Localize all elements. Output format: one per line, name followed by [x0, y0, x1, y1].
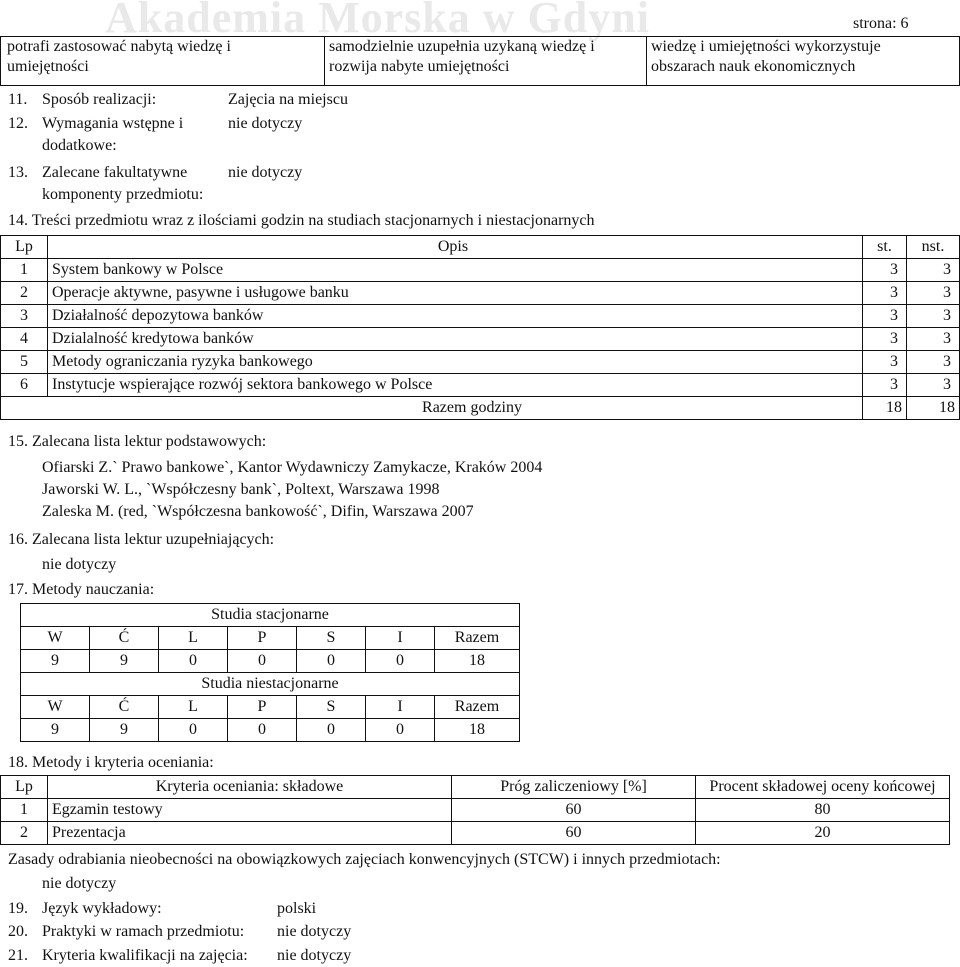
- sec11-value: Zajęcia na miejscu: [228, 91, 348, 108]
- header-prog: Próg zaliczeniowy [%]: [452, 776, 696, 799]
- teaching-methods-table: [20, 603, 520, 742]
- col-p: P: [228, 627, 297, 650]
- outcome-3-line-1: wiedzę i umiejętności wykorzystuje: [651, 38, 881, 55]
- row-prog: 60: [452, 799, 696, 822]
- content-hours-table: [0, 235, 960, 420]
- sec18-title: 18. Metody i kryteria oceniania:: [8, 754, 214, 771]
- row-lp: 6: [1, 374, 48, 397]
- sec19-value: polski: [277, 900, 317, 917]
- row-opis: Metody ograniczania ryzyka bankowego: [48, 351, 863, 374]
- sec21-label: Kryteria kwalifikacji na zajęcia:: [42, 947, 248, 964]
- absence-rules: Zasady odrabiania nieobecności na obowiązkowych zajęciach konwencyjnych (STCW) i innych przedmiotach:: [8, 851, 721, 868]
- row-st: 3: [863, 374, 907, 397]
- reading-item: Zaleska M. (red, `Współczesna bankowość`, Difin, Warszawa 2007: [42, 503, 474, 520]
- row-nst: 3: [907, 305, 960, 328]
- row-st: 3: [863, 328, 907, 351]
- reading-item: Jaworski W. L., `Współczesny bank`, Poltext, Warszawa 1998: [42, 481, 440, 498]
- sec14-title: 14. Treści przedmiotu wraz z ilościami godzin na studiach stacjonarnych i niestacjonarnych: [8, 212, 595, 229]
- nonstationary-values-row: [21, 719, 520, 742]
- row-opis: System bankowy w Polsce: [48, 259, 863, 282]
- sec15-title: 15. Zalecana lista lektur podstawowych:: [8, 433, 267, 450]
- row-opis: Dzialalność kredytowa banków: [48, 328, 863, 351]
- table-row: [1, 822, 950, 845]
- header-kryteria: Kryteria oceniania: składowe: [48, 776, 452, 799]
- nonstationary-header-row: [21, 696, 520, 719]
- row-procent: 80: [696, 799, 950, 822]
- value-cell: 0: [228, 650, 297, 673]
- row-name: Egzamin testowy: [48, 799, 452, 822]
- value-cell: 0: [366, 650, 435, 673]
- value-cell: 0: [228, 719, 297, 742]
- header-lp: Lp: [1, 236, 48, 259]
- row-nst: 3: [907, 374, 960, 397]
- row-st: 3: [863, 305, 907, 328]
- value-cell: 0: [159, 650, 228, 673]
- col-s: S: [297, 696, 366, 719]
- sec12-value: nie dotyczy: [228, 115, 303, 132]
- absence-rules-value: nie dotyczy: [42, 875, 117, 892]
- stationary-title: Studia stacjonarne: [21, 604, 520, 627]
- value-cell: 9: [21, 650, 90, 673]
- sec12-num: 12.: [8, 115, 28, 132]
- col-c: Ć: [90, 696, 159, 719]
- row-opis: Działalność depozytowa banków: [48, 305, 863, 328]
- row-lp: 2: [1, 822, 48, 845]
- header-lp: Lp: [1, 776, 48, 799]
- col-l: L: [159, 627, 228, 650]
- row-st: 3: [863, 259, 907, 282]
- value-cell: 18: [435, 650, 520, 673]
- nonstationary-title: Studia niestacjonarne: [21, 673, 520, 696]
- table-row: [1, 259, 960, 282]
- sec13-value: nie dotyczy: [228, 164, 303, 181]
- sec11-label: Sposób realizacji:: [42, 91, 157, 108]
- outcome-2-line-1: samodzielnie uzupełnia uzykaną wiedzę i: [329, 38, 595, 55]
- outcome-cell-2: [325, 37, 647, 86]
- col-i: I: [366, 696, 435, 719]
- col-w: W: [21, 627, 90, 650]
- stationary-header-row: [21, 627, 520, 650]
- col-l: L: [159, 696, 228, 719]
- value-cell: 0: [366, 719, 435, 742]
- col-razem: Razem: [435, 627, 520, 650]
- table-row: [1, 328, 960, 351]
- grading-header: [1, 776, 950, 799]
- sec19-num: 19.: [8, 900, 28, 917]
- sec19-label: Język wykładowy:: [42, 900, 162, 917]
- outcome-3-line-2: obszarach nauk ekonomicznych: [651, 58, 856, 75]
- row-lp: 5: [1, 351, 48, 374]
- row-lp: 1: [1, 799, 48, 822]
- col-c: Ć: [90, 627, 159, 650]
- sec17-title: 17. Metody nauczania:: [8, 581, 155, 598]
- row-lp: 4: [1, 328, 48, 351]
- value-cell: 9: [90, 650, 159, 673]
- value-cell: 0: [159, 719, 228, 742]
- table-row: [1, 351, 960, 374]
- row-opis: Operacje aktywne, pasywne i usługowe banku: [48, 282, 863, 305]
- value-cell: 0: [297, 719, 366, 742]
- outcome-cell-1: [1, 37, 325, 86]
- watermark-text: Akademia Morska w Gdyni: [105, 0, 650, 42]
- row-nst: 3: [907, 282, 960, 305]
- total-nst: 18: [907, 397, 960, 420]
- row-procent: 20: [696, 822, 950, 845]
- header-procent: Procent składowej oceny końcowej: [696, 776, 950, 799]
- value-cell: 9: [21, 719, 90, 742]
- outcome-2-line-2: rozwija nabyte umiejętności: [329, 58, 510, 75]
- sec13-num: 13.: [8, 164, 28, 181]
- grading-table: [0, 775, 950, 845]
- header-st: st.: [863, 236, 907, 259]
- total-st: 18: [863, 397, 907, 420]
- row-lp: 3: [1, 305, 48, 328]
- sec12-label-1: Wymagania wstępne i: [42, 115, 184, 132]
- sec11-num: 11.: [8, 91, 28, 108]
- sec20-num: 20.: [8, 923, 28, 940]
- row-st: 3: [863, 282, 907, 305]
- row-nst: 3: [907, 328, 960, 351]
- table-row: [1, 282, 960, 305]
- content-hours-header: [1, 236, 960, 259]
- col-i: I: [366, 627, 435, 650]
- sec16-value: nie dotyczy: [42, 556, 117, 573]
- row-nst: 3: [907, 351, 960, 374]
- value-cell: 0: [297, 650, 366, 673]
- sec21-num: 21.: [8, 947, 28, 964]
- page-number: strona: 6: [853, 15, 909, 32]
- row-lp: 1: [1, 259, 48, 282]
- col-s: S: [297, 627, 366, 650]
- outcome-1-line-2: umiejętności: [7, 58, 89, 75]
- sec13-label-2: komponenty przedmiotu:: [42, 186, 204, 203]
- sec16-title: 16. Zalecana lista lektur uzupełniających:: [8, 531, 275, 548]
- header-opis: Opis: [48, 236, 863, 259]
- value-cell: 9: [90, 719, 159, 742]
- sec13-label-1: Zalecane fakultatywne: [42, 164, 188, 181]
- table-row: [1, 305, 960, 328]
- sec20-label: Praktyki w ramach przedmiotu:: [42, 923, 245, 940]
- row-opis: Instytucje wspierające rozwój sektora bankowego w Polsce: [48, 374, 863, 397]
- row-prog: 60: [452, 822, 696, 845]
- row-nst: 3: [907, 259, 960, 282]
- col-p: P: [228, 696, 297, 719]
- value-cell: 18: [435, 719, 520, 742]
- row-name: Prezentacja: [48, 822, 452, 845]
- outcomes-header-table: [0, 36, 960, 86]
- table-row: [1, 799, 950, 822]
- header-nst: nst.: [907, 236, 960, 259]
- sec21-value: nie dotyczy: [277, 947, 352, 964]
- row-st: 3: [863, 351, 907, 374]
- table-row: [1, 374, 960, 397]
- total-row: [1, 397, 960, 420]
- row-lp: 2: [1, 282, 48, 305]
- col-w: W: [21, 696, 90, 719]
- sec20-value: nie dotyczy: [277, 923, 352, 940]
- outcome-1-line-1: potrafi zastosować nabytą wiedzę i: [7, 38, 231, 55]
- stationary-values-row: [21, 650, 520, 673]
- reading-item: Ofiarski Z.` Prawo bankowe`, Kantor Wydawniczy Zamykacze, Kraków 2004: [42, 459, 543, 476]
- col-razem: Razem: [435, 696, 520, 719]
- outcome-cell-3: [647, 37, 960, 86]
- total-label: Razem godziny: [1, 397, 863, 420]
- sec12-label-2: dodatkowe:: [42, 137, 117, 154]
